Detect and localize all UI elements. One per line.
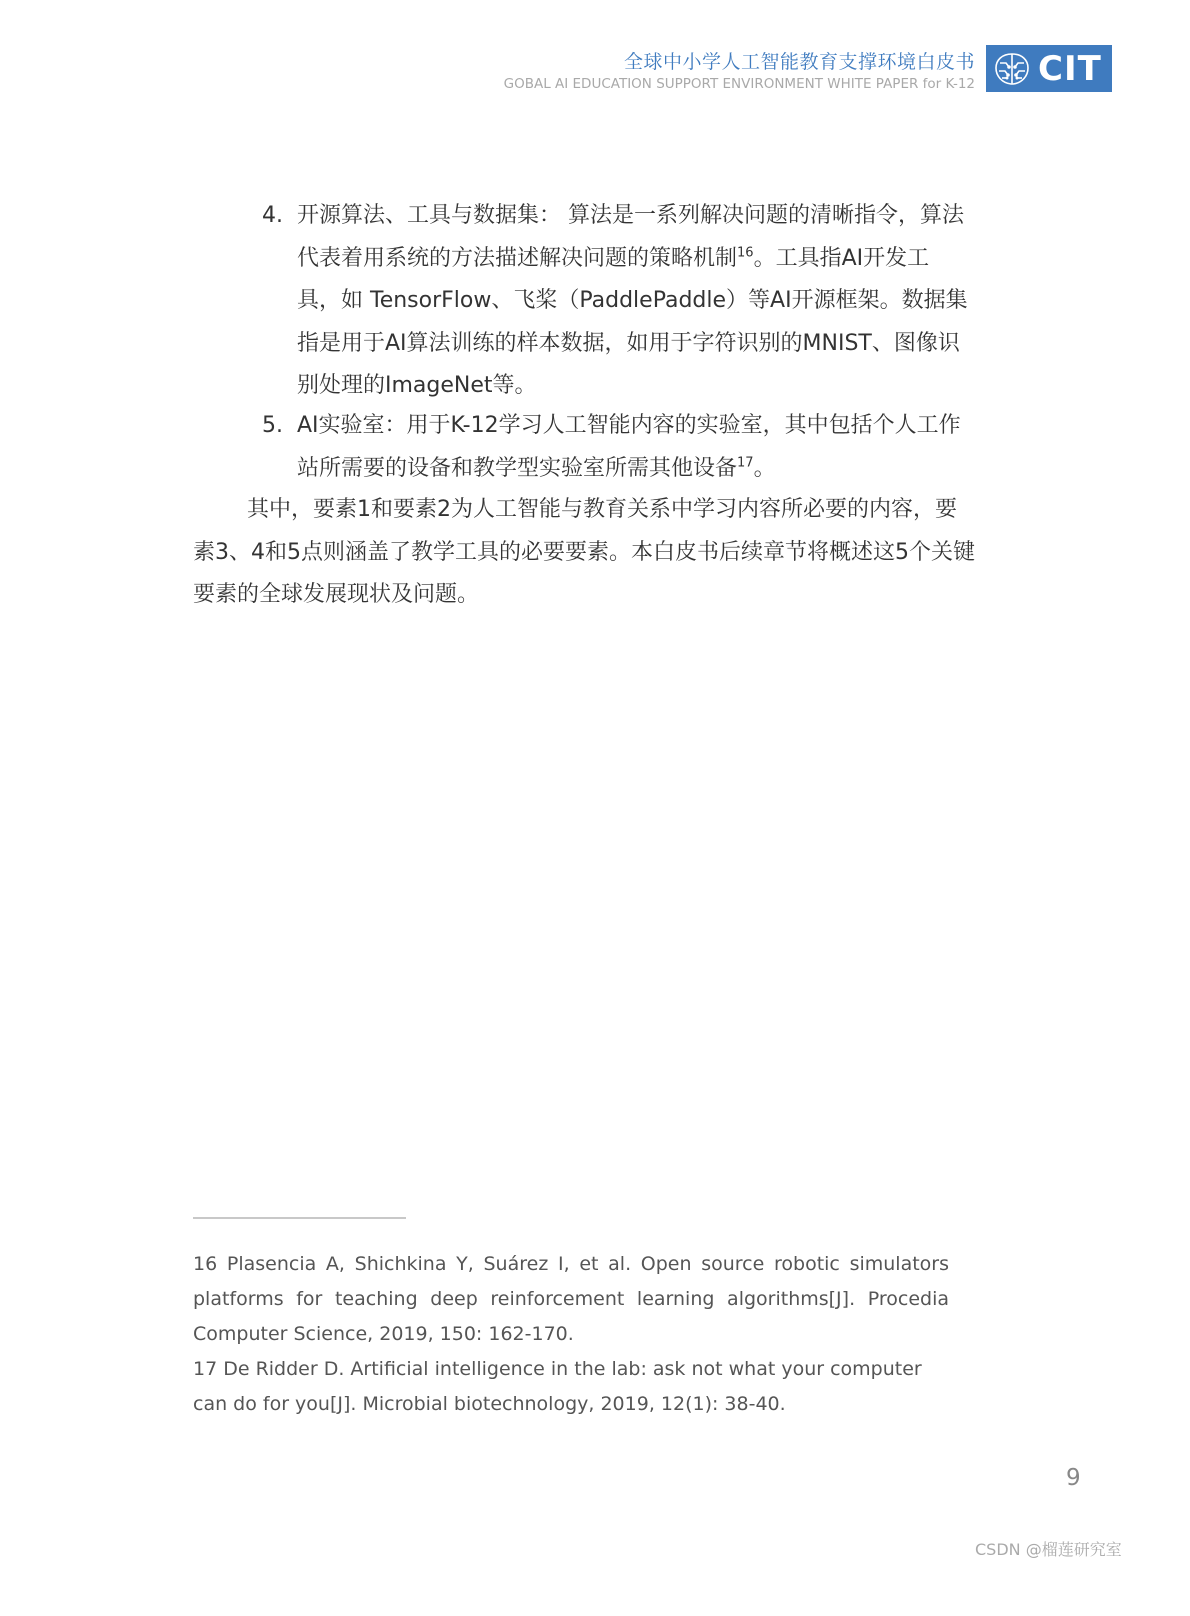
list-number: 5. (262, 413, 283, 438)
brain-circuit-icon (992, 51, 1032, 87)
list-text-part: AI实验室：用于K-12学习人工智能内容的实验室，其中包括个人工作站所需要的设备和教学型实验室所需其他设备 (297, 413, 961, 481)
header-title-cn: 全球中小学人工智能教育支撑环境白皮书 (623, 51, 975, 73)
header-title-en: GOBAL AI EDUCATION SUPPORT ENVIRONMENT WHITE PAPER for K-12 (503, 76, 975, 92)
list-text-part: 。 (753, 455, 776, 481)
body-paragraph: 其中，要素1和要素2为人工智能与教育关系中学习内容所必要的内容，要素3、4和5点则涵盖了教学工具的必要要素。本白皮书后续章节将概述这5个关键要素的全球发展现状及问题。 (193, 497, 975, 607)
footnote: 17 De Ridder D. Artificial intelligence in the lab: ask not what your computer can do for you[J]. Microbial biotechnology, 2019, 12(1): 38-40. (193, 1358, 922, 1415)
list-text (297, 405, 972, 490)
footnote: 16 Plasencia A, Shichkina Y, Suárez I, et al. Open source robotic simulators platforms for teaching deep reinforcement learning algorithms[J]. Procedia Computer Science, 2019, 150: 162-170. (193, 1253, 949, 1345)
list-number: 4. (262, 203, 283, 228)
list-text-part: 。工具指AI开发工具，如 TensorFlow、飞桨（PaddlePaddle）等AI开源框架。数据集指是用于AI算法训练的样本数据，如用于字符识别的MNIST、图像识别处理的ImageNet等。 (297, 245, 968, 398)
logo (986, 45, 1112, 92)
footnote-ref: 17 (737, 455, 754, 471)
watermark: CSDN @榴莲研究室 (975, 1540, 1122, 1559)
list-item (262, 195, 972, 408)
footnote-divider (193, 1217, 406, 1219)
list-text-part: 开源算法、工具与数据集： 算法是一系列解决问题的清晰指令，算法代表着用系统的方法描述解决问题的策略机制 (297, 203, 964, 271)
footnote-ref: 16 (737, 245, 754, 261)
logo-text: CIT (1038, 48, 1102, 89)
list-item (262, 405, 972, 490)
page-number: 9 (1066, 1465, 1081, 1491)
list-text (297, 195, 972, 408)
